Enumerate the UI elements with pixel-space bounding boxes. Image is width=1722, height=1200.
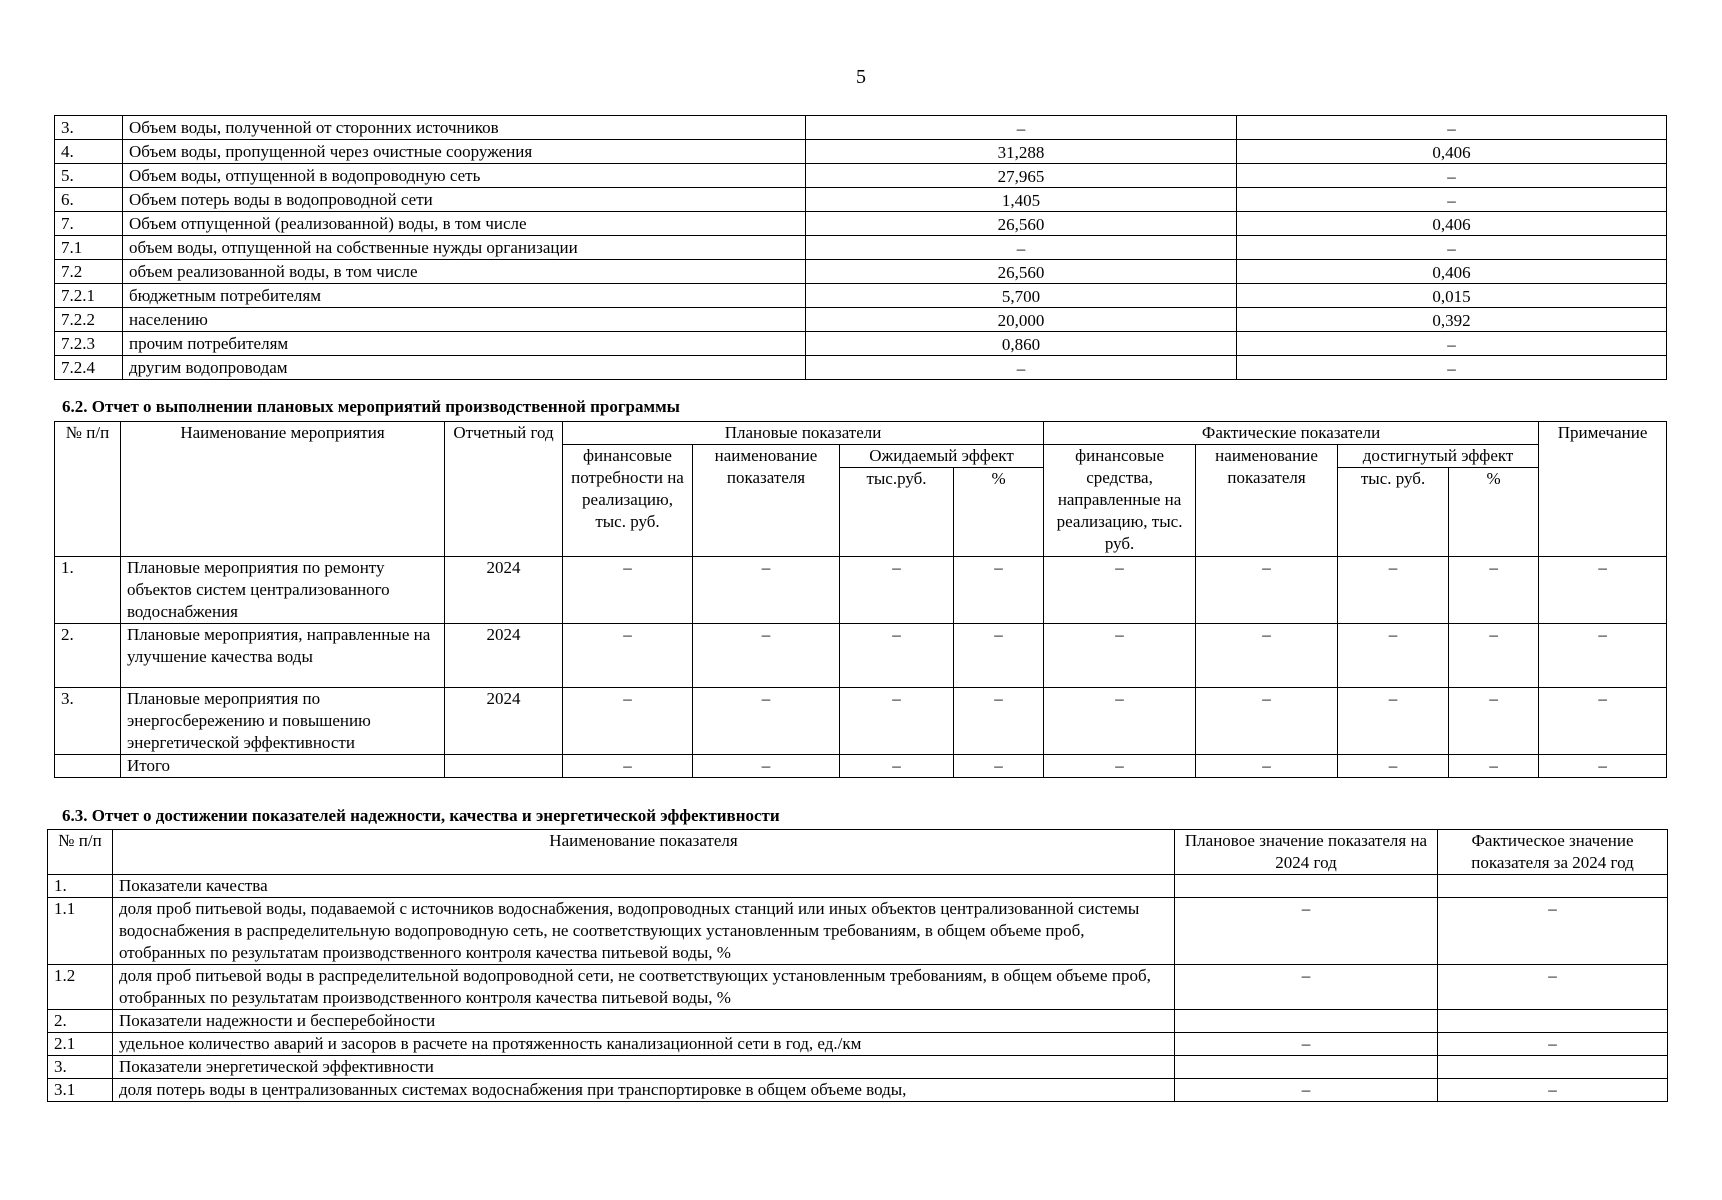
- value-cell: –: [954, 557, 1044, 624]
- value-cell: 0,406: [1237, 212, 1667, 236]
- col-header-fact-value: Фактическое значение показателя за 2024 год: [1438, 830, 1668, 875]
- indicators-table: [47, 829, 1668, 1102]
- row-number: 1.1: [48, 898, 113, 965]
- report-year: 2024: [445, 557, 563, 624]
- table-row: [48, 1056, 1668, 1079]
- row-number: 7.2.1: [55, 284, 123, 308]
- row-name: Объем воды, пропущенной через очистные сооружения: [123, 140, 806, 164]
- col-header-fact-effect-rub: тыс. руб.: [1338, 468, 1449, 557]
- value-cell: –: [1449, 755, 1539, 778]
- row-name: населению: [123, 308, 806, 332]
- plan-value: –: [1175, 1033, 1438, 1056]
- value-cell: 26,560: [806, 212, 1237, 236]
- value-cell: –: [1449, 557, 1539, 624]
- indicator-name: доля потерь воды в централизованных системах водоснабжения при транспортировке в общем объеме воды,: [113, 1079, 1175, 1102]
- row-number: 7.2.2: [55, 308, 123, 332]
- table-row: [48, 875, 1668, 898]
- table-row: [48, 1010, 1668, 1033]
- value-cell: –: [1449, 624, 1539, 688]
- table-row: [55, 116, 1667, 140]
- value-cell: –: [1044, 755, 1196, 778]
- value-cell: –: [1539, 557, 1667, 624]
- table-row: [55, 212, 1667, 236]
- row-number: 3.: [48, 1056, 113, 1079]
- table-row: [55, 624, 1667, 688]
- table-row: [55, 188, 1667, 212]
- col-header-plan-fin: финансовые потребности на реализацию, тыс. руб.: [563, 445, 693, 557]
- fact-value: –: [1438, 1033, 1668, 1056]
- row-name: Объем воды, полученной от сторонних источников: [123, 116, 806, 140]
- row-name: Объем воды, отпущенной в водопроводную сеть: [123, 164, 806, 188]
- indicator-name: Показатели качества: [113, 875, 1175, 898]
- value-cell: –: [693, 557, 840, 624]
- value-cell: 0,406: [1237, 260, 1667, 284]
- value-cell: –: [1237, 356, 1667, 380]
- value-cell: 27,965: [806, 164, 1237, 188]
- row-name: объем воды, отпущенной на собственные нужды организации: [123, 236, 806, 260]
- col-header-plan: Плановые показатели: [563, 422, 1044, 445]
- col-header-fact-fin: финансовые средства, направленные на реализацию, тыс. руб.: [1044, 445, 1196, 557]
- value-cell: –: [1449, 688, 1539, 755]
- report-year: 2024: [445, 624, 563, 688]
- value-cell: –: [1539, 688, 1667, 755]
- value-cell: –: [1196, 755, 1338, 778]
- value-cell: –: [693, 688, 840, 755]
- value-cell: –: [1237, 164, 1667, 188]
- water-volume-table: [54, 115, 1667, 380]
- value-cell: –: [563, 688, 693, 755]
- row-number: [55, 755, 121, 778]
- col-header-num: № п/п: [48, 830, 113, 875]
- value-cell: 26,560: [806, 260, 1237, 284]
- value-cell: –: [1237, 332, 1667, 356]
- report-year: 2024: [445, 688, 563, 755]
- row-number: 2.: [48, 1010, 113, 1033]
- table-row: [55, 260, 1667, 284]
- table-row: [55, 164, 1667, 188]
- value-cell: –: [806, 236, 1237, 260]
- row-name: Объем потерь воды в водопроводной сети: [123, 188, 806, 212]
- col-header-plan-effect: Ожидаемый эффект: [840, 445, 1044, 468]
- row-name: прочим потребителям: [123, 332, 806, 356]
- table-row: [55, 236, 1667, 260]
- plan-value: –: [1175, 965, 1438, 1010]
- table-row: [48, 965, 1668, 1010]
- col-header-fact-ind: наименование показателя: [1196, 445, 1338, 557]
- row-name: объем реализованной воды, в том числе: [123, 260, 806, 284]
- row-number: 3.: [55, 688, 121, 755]
- value-cell: –: [840, 624, 954, 688]
- table-row: [55, 140, 1667, 164]
- value-cell: 20,000: [806, 308, 1237, 332]
- value-cell: –: [563, 755, 693, 778]
- value-cell: 0,392: [1237, 308, 1667, 332]
- col-header-plan-value: Плановое значение показателя на 2024 год: [1175, 830, 1438, 875]
- plan-value: [1175, 1056, 1438, 1079]
- value-cell: –: [1196, 624, 1338, 688]
- total-label: Итого: [121, 755, 445, 778]
- row-number: 7.1: [55, 236, 123, 260]
- table-row: [55, 688, 1667, 755]
- row-number: 7.2.3: [55, 332, 123, 356]
- value-cell: 1,405: [806, 188, 1237, 212]
- value-cell: –: [693, 624, 840, 688]
- row-number: 3.: [55, 116, 123, 140]
- indicator-name: удельное количество аварий и засоров в расчете на протяженность канализационной сети в год, ед./км: [113, 1033, 1175, 1056]
- col-header-plan-ind: наименование показателя: [693, 445, 840, 557]
- indicator-name: доля проб питьевой воды в распределительной водопроводной сети, не соответствующих установленным требованиям, в общем объеме проб, отобранных по результатам производственного контроля качества питьевой воды, %: [113, 965, 1175, 1010]
- plan-value: –: [1175, 1079, 1438, 1102]
- row-number: 3.1: [48, 1079, 113, 1102]
- table-row: [55, 284, 1667, 308]
- table-row: [55, 557, 1667, 624]
- indicator-name: доля проб питьевой воды, подаваемой с источников водоснабжения, водопроводных станций или иных объектов централизованной системы водоснабжения в распределительную водопроводную сеть, не соответствующих установленным требованиям, в общем объеме проб, отобранных по результатам производственного контроля качества питьевой воды, %: [113, 898, 1175, 965]
- value-cell: –: [1196, 557, 1338, 624]
- value-cell: –: [954, 755, 1044, 778]
- table-row: [55, 332, 1667, 356]
- table-row: [48, 1079, 1668, 1102]
- table-row: [55, 356, 1667, 380]
- value-cell: –: [840, 557, 954, 624]
- value-cell: –: [1237, 188, 1667, 212]
- table-row: [48, 1033, 1668, 1056]
- value-cell: –: [1044, 624, 1196, 688]
- table-row: [55, 308, 1667, 332]
- row-number: 1.: [55, 557, 121, 624]
- row-number: 1.: [48, 875, 113, 898]
- row-number: 6.: [55, 188, 123, 212]
- value-cell: –: [954, 624, 1044, 688]
- fact-value: [1438, 1010, 1668, 1033]
- activity-name: Плановые мероприятия по энергосбережению и повышению энергетической эффективности: [121, 688, 445, 755]
- col-header-year: Отчетный год: [445, 422, 563, 557]
- value-cell: –: [563, 624, 693, 688]
- section-6-3-title: 6.3. Отчет о достижении показателей надежности, качества и энергетической эффективности: [62, 806, 780, 825]
- section-6-2-title: 6.2. Отчет о выполнении плановых мероприятий производственной программы: [62, 397, 680, 416]
- value-cell: –: [840, 688, 954, 755]
- row-number: 2.1: [48, 1033, 113, 1056]
- value-cell: –: [1237, 236, 1667, 260]
- row-number: 5.: [55, 164, 123, 188]
- value-cell: –: [840, 755, 954, 778]
- value-cell: 31,288: [806, 140, 1237, 164]
- row-number: 4.: [55, 140, 123, 164]
- value-cell: –: [1044, 557, 1196, 624]
- value-cell: –: [1539, 755, 1667, 778]
- fact-value: –: [1438, 965, 1668, 1010]
- plan-value: [1175, 875, 1438, 898]
- total-row: [55, 755, 1667, 778]
- activity-name: Плановые мероприятия по ремонту объектов систем централизованного водоснабжения: [121, 557, 445, 624]
- value-cell: –: [563, 557, 693, 624]
- page-number: 5: [856, 66, 866, 88]
- fact-value: –: [1438, 1079, 1668, 1102]
- activity-name: Плановые мероприятия, направленные на улучшение качества воды: [121, 624, 445, 688]
- value-cell: –: [693, 755, 840, 778]
- row-name: другим водопроводам: [123, 356, 806, 380]
- col-header-fact-effect-pct: %: [1449, 468, 1539, 557]
- value-cell: 5,700: [806, 284, 1237, 308]
- value-cell: –: [1338, 688, 1449, 755]
- value-cell: –: [1338, 557, 1449, 624]
- col-header-indicator: Наименование показателя: [113, 830, 1175, 875]
- fact-value: [1438, 875, 1668, 898]
- indicator-name: Показатели надежности и бесперебойности: [113, 1010, 1175, 1033]
- report-year: [445, 755, 563, 778]
- planned-activities-table: [54, 421, 1667, 778]
- row-number: 7.: [55, 212, 123, 236]
- col-header-activity: Наименование мероприятия: [121, 422, 445, 557]
- row-number: 7.2.4: [55, 356, 123, 380]
- value-cell: –: [954, 688, 1044, 755]
- row-name: бюджетным потребителям: [123, 284, 806, 308]
- value-cell: 0,015: [1237, 284, 1667, 308]
- fact-value: [1438, 1056, 1668, 1079]
- plan-value: [1175, 1010, 1438, 1033]
- table-row: [48, 898, 1668, 965]
- plan-value: –: [1175, 898, 1438, 965]
- row-number: 1.2: [48, 965, 113, 1010]
- indicator-name: Показатели энергетической эффективности: [113, 1056, 1175, 1079]
- value-cell: 0,860: [806, 332, 1237, 356]
- col-header-fact: Фактические показатели: [1044, 422, 1539, 445]
- col-header-note: Примечание: [1539, 422, 1667, 557]
- value-cell: –: [1539, 624, 1667, 688]
- row-number: 7.2: [55, 260, 123, 284]
- value-cell: –: [1338, 624, 1449, 688]
- fact-value: –: [1438, 898, 1668, 965]
- row-name: Объем отпущенной (реализованной) воды, в том числе: [123, 212, 806, 236]
- value-cell: –: [806, 116, 1237, 140]
- value-cell: –: [806, 356, 1237, 380]
- row-number: 2.: [55, 624, 121, 688]
- value-cell: –: [1237, 116, 1667, 140]
- col-header-num: № п/п: [55, 422, 121, 557]
- col-header-plan-effect-rub: тыс.руб.: [840, 468, 954, 557]
- value-cell: –: [1196, 688, 1338, 755]
- col-header-fact-effect: достигнутый эффект: [1338, 445, 1539, 468]
- value-cell: –: [1044, 688, 1196, 755]
- value-cell: –: [1338, 755, 1449, 778]
- col-header-plan-effect-pct: %: [954, 468, 1044, 557]
- value-cell: 0,406: [1237, 140, 1667, 164]
